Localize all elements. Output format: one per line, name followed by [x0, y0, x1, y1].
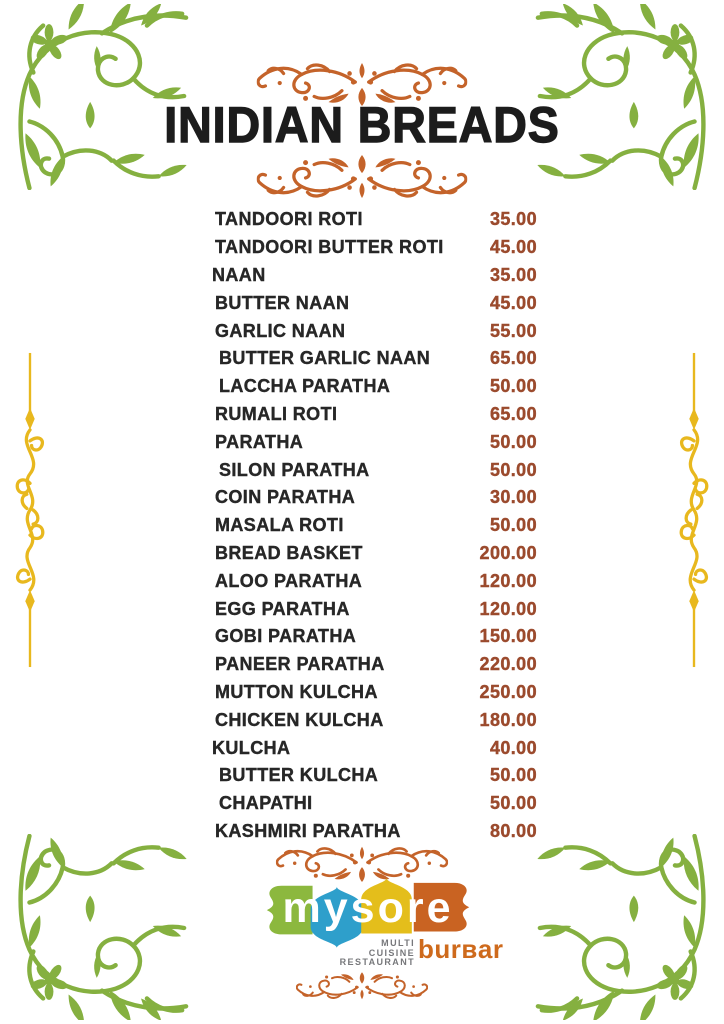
menu-item-row: [215, 484, 537, 512]
menu-item-row: [215, 456, 537, 484]
corner-floral-ornament-bottom-right: [534, 834, 720, 1020]
menu-item-name: RUMALI ROTI: [215, 403, 338, 424]
menu-item-price: 45.00: [489, 237, 537, 258]
menu-item-name: GOBI PARATHA: [215, 626, 357, 647]
menu-item-name: BREAD BASKET: [215, 542, 363, 563]
menu-item-price: 180.00: [479, 709, 537, 730]
menu-item-name: CHICKEN KULCHA: [215, 709, 384, 730]
menu-item-row: [215, 567, 537, 595]
menu-item-row: [212, 262, 537, 290]
menu-item-price: 120.00: [479, 598, 537, 619]
corner-floral-ornament-bottom-left: [4, 834, 190, 1020]
menu-item-name: KULCHA: [212, 737, 291, 758]
menu-item-name: SILON PARATHA: [219, 459, 370, 480]
menu-item-price: 35.00: [489, 264, 537, 285]
logo-tagline-line: RESTAURANT: [339, 957, 415, 967]
menu-item-price: 45.00: [489, 292, 537, 313]
menu-item-price: 80.00: [489, 820, 537, 841]
menu-item-row: [215, 623, 537, 651]
menu-item-row: [215, 373, 537, 401]
menu-item-row: [215, 595, 537, 623]
menu-item-price: 50.00: [489, 376, 537, 397]
gold-scroll-ornament-right: [672, 308, 716, 712]
page-title: INIDIAN BREADS: [164, 97, 560, 153]
menu-item-row: [215, 289, 537, 317]
menu-item-price: 40.00: [489, 737, 537, 758]
menu-item-name: EGG PARATHA: [215, 598, 350, 619]
menu-item-row: [215, 234, 537, 262]
menu-item-name: MUTTON KULCHA: [215, 681, 378, 702]
menu-item-price: 65.00: [489, 348, 537, 369]
menu-item-row: [215, 762, 537, 790]
menu-item-name: PANEER PARATHA: [215, 654, 385, 675]
menu-item-name: COIN PARATHA: [215, 487, 356, 508]
menu-item-name: KASHMIRI PARATHA: [215, 820, 401, 841]
logo-wordmark: mysore: [282, 884, 454, 932]
menu-item-price: 120.00: [479, 570, 537, 591]
menu-item-price: 200.00: [479, 542, 537, 563]
menu-item-price: 50.00: [489, 515, 537, 536]
menu-item-name: TANDOORI ROTI: [215, 209, 363, 230]
logo-tagline: [250, 939, 415, 968]
flourish-below-logo: [296, 972, 428, 1000]
menu-item-price: 50.00: [489, 793, 537, 814]
menu-item-name: BUTTER NAAN: [215, 292, 350, 313]
menu-item-row: [215, 818, 537, 846]
logo-tagline-line: MULTI: [381, 938, 415, 948]
menu-item-row: [215, 512, 537, 540]
menu-item-name: CHAPATHI: [219, 793, 313, 814]
menu-item-price: 35.00: [489, 209, 537, 230]
menu-item-price: 250.00: [479, 681, 537, 702]
flourish-below-title: [256, 155, 468, 199]
menu-item-price: 50.00: [489, 459, 537, 480]
menu-item-name: BUTTER GARLIC NAAN: [219, 348, 431, 369]
menu-item-price: 55.00: [489, 320, 537, 341]
menu-item-name: ALOO PARATHA: [215, 570, 363, 591]
menu-item-price: 50.00: [489, 431, 537, 452]
menu-item-price: 50.00: [489, 765, 537, 786]
menu-item-name: TANDOORI BUTTER ROTI: [215, 237, 444, 258]
restaurant-logo: [250, 876, 504, 976]
menu-item-name: NAAN: [212, 264, 266, 285]
menu-item-row: [215, 790, 537, 818]
menu-item-row: [212, 734, 537, 762]
menu-item-row: [215, 540, 537, 568]
menu-item-price: 150.00: [479, 626, 537, 647]
menu-list: [212, 206, 537, 845]
menu-item-name: GARLIC NAAN: [215, 320, 346, 341]
logo-tagline-line: CUISINE: [368, 947, 415, 958]
menu-item-row: [215, 651, 537, 679]
gold-scroll-ornament-left: [8, 308, 52, 712]
menu-item-name: LACCHA PARATHA: [219, 376, 391, 397]
menu-item-row: [215, 428, 537, 456]
menu-item-row: [215, 317, 537, 345]
menu-item-name: PARATHA: [215, 431, 304, 452]
menu-item-name: BUTTER KULCHA: [219, 765, 379, 786]
menu-item-row: [215, 345, 537, 373]
menu-item-row: [215, 679, 537, 707]
menu-item-row: [215, 206, 537, 234]
logo-brand-name: burʙar: [418, 934, 504, 964]
menu-item-price: 220.00: [479, 654, 537, 675]
menu-item-price: 65.00: [489, 403, 537, 424]
menu-item-row: [215, 706, 537, 734]
menu-item-name: MASALA ROTI: [215, 515, 344, 536]
menu-item-row: [215, 401, 537, 429]
menu-item-price: 30.00: [489, 487, 537, 508]
